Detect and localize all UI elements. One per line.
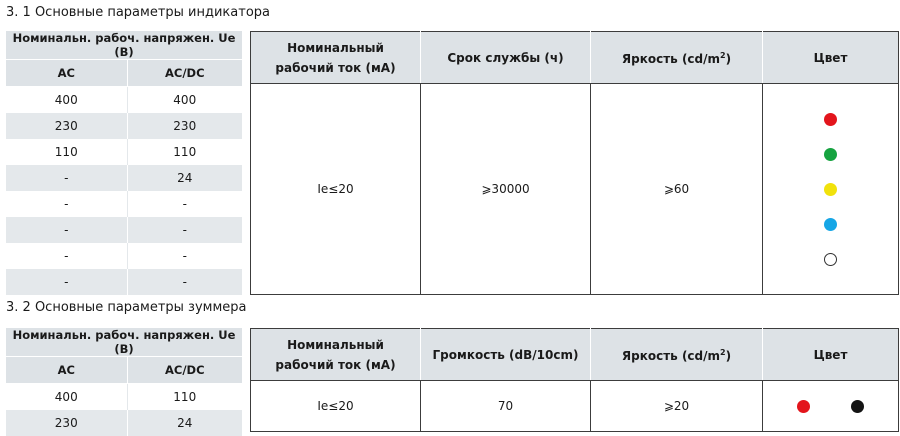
table-row <box>6 113 242 139</box>
indicator-voltage-header: Номинальн. рабоч. напряжен. Ue (B) <box>6 31 242 60</box>
indicator-color-cell <box>763 84 899 295</box>
buzzer-col-ac: AC <box>6 357 127 384</box>
table-row <box>6 410 242 436</box>
table-row <box>6 87 242 114</box>
buzzer-loudness-header: Громкость (dB/10cm) <box>421 329 591 381</box>
buzzer-brightness-header <box>591 329 763 381</box>
buzzer-params-table <box>250 328 899 432</box>
green-dot-icon <box>824 148 837 161</box>
table-row <box>6 384 242 411</box>
indicator-section-title: 3. 1 Основные параметры индикатора <box>6 5 270 20</box>
indicator-current-header: Номинальный рабочий ток (мА) <box>251 32 421 84</box>
indicator-brightness-header <box>591 32 763 84</box>
ac-cell: 230 <box>6 113 127 139</box>
indicator-col-acdc: AC/DC <box>127 60 242 87</box>
table-row <box>6 165 242 191</box>
red-dot-icon <box>824 113 837 126</box>
red-dot-icon <box>797 400 810 413</box>
acdc-cell: 400 <box>127 87 242 114</box>
ac-cell: - <box>6 165 127 191</box>
ac-cell: 400 <box>6 87 127 114</box>
blue-dot-icon <box>824 218 837 231</box>
buzzer-brightness-label: Яркость (cd/m <box>622 349 720 363</box>
table-row <box>6 243 242 269</box>
ac-cell: - <box>6 243 127 269</box>
indicator-params-table <box>250 31 899 295</box>
ac-cell: 400 <box>6 384 127 411</box>
yellow-dot-icon <box>824 183 837 196</box>
ac-cell: 110 <box>6 139 127 165</box>
acdc-cell: 230 <box>127 113 242 139</box>
acdc-cell: - <box>127 269 242 295</box>
buzzer-col-acdc: AC/DC <box>127 357 242 384</box>
buzzer-voltage-table <box>6 328 242 436</box>
table-row <box>6 269 242 295</box>
buzzer-brightness-close: ) <box>726 349 731 363</box>
buzzer-voltage-header: Номинальн. рабоч. напряжен. Ue (B) <box>6 328 242 357</box>
buzzer-color-dots <box>763 400 898 413</box>
buzzer-brightness-sup: 2 <box>720 348 726 357</box>
indicator-brightness-close: ) <box>726 52 731 66</box>
ac-cell: - <box>6 191 127 217</box>
indicator-life-header: Срок службы (ч) <box>421 32 591 84</box>
indicator-voltage-rows <box>6 87 242 296</box>
ac-cell: - <box>6 217 127 243</box>
acdc-cell: - <box>127 217 242 243</box>
black-dot-icon <box>851 400 864 413</box>
acdc-cell: - <box>127 191 242 217</box>
buzzer-current-header: Номинальный рабочий ток (мА) <box>251 329 421 381</box>
indicator-brightness-value: ⩾60 <box>591 84 763 295</box>
table-row <box>6 139 242 165</box>
acdc-cell: 110 <box>127 384 242 411</box>
buzzer-current-value: Ie≤20 <box>251 381 421 432</box>
table-row <box>6 191 242 217</box>
buzzer-loudness-value: 70 <box>421 381 591 432</box>
indicator-voltage-table <box>6 31 242 295</box>
ac-cell: - <box>6 269 127 295</box>
buzzer-color-cell <box>763 381 899 432</box>
acdc-cell: - <box>127 243 242 269</box>
buzzer-voltage-rows <box>6 384 242 436</box>
ac-cell: 230 <box>6 410 127 436</box>
indicator-col-ac: AC <box>6 60 127 87</box>
table-row <box>6 217 242 243</box>
buzzer-brightness-value: ⩾20 <box>591 381 763 432</box>
acdc-cell: 110 <box>127 139 242 165</box>
acdc-cell: 24 <box>127 410 242 436</box>
indicator-color-header: Цвет <box>763 32 899 84</box>
buzzer-section-title: 3. 2 Основные параметры зуммера <box>6 300 246 315</box>
indicator-brightness-label: Яркость (cd/m <box>622 52 720 66</box>
indicator-current-value: Ie≤20 <box>251 84 421 295</box>
indicator-color-dots <box>763 113 898 266</box>
acdc-cell: 24 <box>127 165 242 191</box>
indicator-life-value: ⩾30000 <box>421 84 591 295</box>
buzzer-color-header: Цвет <box>763 329 899 381</box>
indicator-brightness-sup: 2 <box>720 51 726 60</box>
white-dot-icon <box>824 253 837 266</box>
